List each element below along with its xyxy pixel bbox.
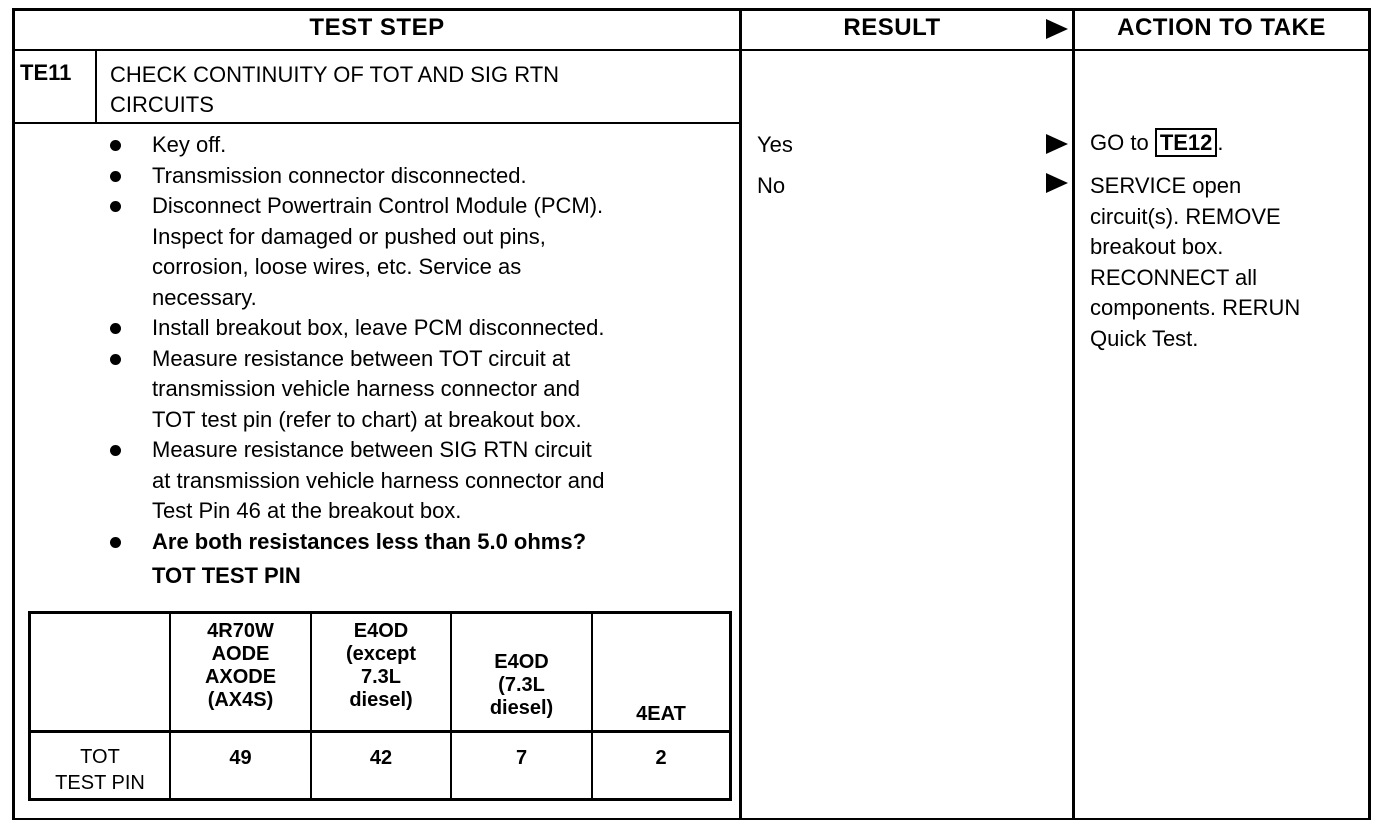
action-no-line: SERVICE open bbox=[1090, 173, 1242, 198]
column-header bbox=[452, 651, 591, 720]
step-id: TE11 bbox=[20, 60, 72, 85]
instruction-line: Measure resistance between TOT circuit at bbox=[152, 345, 571, 371]
table-cell: 49 bbox=[229, 747, 252, 769]
table-cell: 2 bbox=[655, 747, 667, 769]
top-border bbox=[12, 8, 1370, 11]
row-label-line: TEST PIN bbox=[55, 772, 145, 794]
column-header-line: 4EAT bbox=[636, 703, 686, 725]
list-item bbox=[152, 191, 732, 313]
column-header-line: AXODE bbox=[204, 666, 277, 688]
action-column-divider bbox=[1072, 8, 1075, 820]
action-yes-prefix: GO to bbox=[1090, 130, 1149, 155]
instruction-line: at transmission vehicle harness connector and bbox=[152, 467, 605, 493]
action-yes-suffix: . bbox=[1217, 130, 1224, 155]
column-header bbox=[593, 703, 729, 726]
step-title bbox=[110, 60, 559, 120]
bullet-icon bbox=[110, 323, 121, 334]
list-item bbox=[152, 435, 732, 527]
table-title: TOT TEST PIN bbox=[152, 563, 301, 588]
row-label bbox=[31, 744, 169, 796]
action-header: ACTION TO TAKE bbox=[1117, 14, 1326, 41]
action-no bbox=[1090, 171, 1300, 354]
column-header-line: (AX4S) bbox=[207, 689, 274, 711]
list-item bbox=[152, 161, 732, 192]
bullet-icon bbox=[110, 537, 121, 548]
arrow-right-icon bbox=[1046, 173, 1068, 193]
column-header-line: 7.3L bbox=[360, 666, 402, 688]
instruction-line: Disconnect Powertrain Control Module (PCM). bbox=[152, 193, 604, 218]
column-header bbox=[171, 620, 310, 712]
pin-table-border bbox=[28, 798, 731, 801]
instruction-line: TOT test pin (refer to chart) at breakout box. bbox=[152, 406, 582, 432]
instruction-line: Measure resistance between SIG RTN circuit bbox=[152, 437, 592, 462]
left-border bbox=[12, 8, 15, 820]
bullet-icon bbox=[110, 354, 121, 365]
column-header-line: (except bbox=[345, 643, 417, 665]
header-divider bbox=[12, 49, 1370, 51]
bullet-icon bbox=[110, 171, 121, 182]
arrow-right-icon bbox=[1046, 19, 1068, 39]
result-column-divider bbox=[739, 8, 742, 820]
column-header-line: diesel) bbox=[489, 697, 554, 719]
instruction-line: corrosion, loose wires, etc. Service as bbox=[152, 254, 522, 279]
arrow-right-icon bbox=[1046, 134, 1068, 154]
list-item-question bbox=[152, 527, 732, 558]
result-no: No bbox=[757, 173, 786, 198]
instruction-line: necessary. bbox=[152, 284, 257, 310]
action-no-line: components. RERUN bbox=[1090, 295, 1301, 320]
action-no-line: RECONNECT all bbox=[1090, 264, 1258, 290]
pin-table-border bbox=[28, 611, 731, 614]
step-title-line: CIRCUITS bbox=[110, 92, 214, 117]
step-reference-link[interactable]: TE12 bbox=[1155, 128, 1218, 157]
instruction-line: Install breakout box, leave PCM disconnected. bbox=[152, 315, 605, 340]
table-cell: 7 bbox=[515, 747, 528, 769]
column-header-line: AODE bbox=[211, 643, 270, 665]
instruction-list bbox=[152, 130, 737, 600]
test-step-header: TEST STEP bbox=[309, 14, 445, 41]
column-header-line: E4OD bbox=[494, 651, 549, 673]
instruction-line: Inspect for damaged or pushed out pins, bbox=[152, 223, 546, 249]
action-yes bbox=[1090, 128, 1224, 159]
bottom-border bbox=[12, 818, 1370, 820]
bullet-icon bbox=[110, 140, 121, 151]
list-item bbox=[152, 313, 732, 344]
column-header-line: 4R70W bbox=[207, 620, 274, 642]
table-cell: 42 bbox=[369, 747, 393, 769]
step-id-divider bbox=[95, 49, 97, 123]
column-header-line: E4OD bbox=[353, 620, 409, 642]
column-header bbox=[312, 620, 450, 712]
column-header-line: diesel) bbox=[349, 689, 413, 711]
result-yes: Yes bbox=[757, 132, 793, 157]
list-item bbox=[152, 130, 732, 161]
instruction-line: Transmission connector disconnected. bbox=[152, 162, 527, 188]
result-header: RESULT bbox=[843, 14, 941, 41]
action-no-line: circuit(s). REMOVE bbox=[1090, 203, 1281, 229]
column-header-line: (7.3L bbox=[498, 674, 545, 696]
action-no-line: Quick Test. bbox=[1090, 325, 1199, 351]
list-item bbox=[152, 344, 732, 436]
step-title-divider bbox=[12, 122, 741, 124]
instruction-line: Test Pin 46 at the breakout box. bbox=[152, 498, 462, 523]
pin-table-border bbox=[28, 730, 731, 733]
right-border bbox=[1368, 8, 1371, 820]
step-title-line: CHECK CONTINUITY OF TOT AND SIG RTN bbox=[110, 62, 560, 87]
instruction-line: Key off. bbox=[152, 132, 227, 157]
bullet-icon bbox=[110, 201, 121, 212]
bullet-icon bbox=[110, 445, 121, 456]
pin-table-border bbox=[729, 611, 732, 801]
row-label-line: TOT bbox=[80, 746, 120, 768]
instruction-line: transmission vehicle harness connector and bbox=[152, 376, 581, 401]
question-text: Are both resistances less than 5.0 ohms? bbox=[152, 529, 587, 554]
action-no-line: breakout box. bbox=[1090, 234, 1224, 259]
